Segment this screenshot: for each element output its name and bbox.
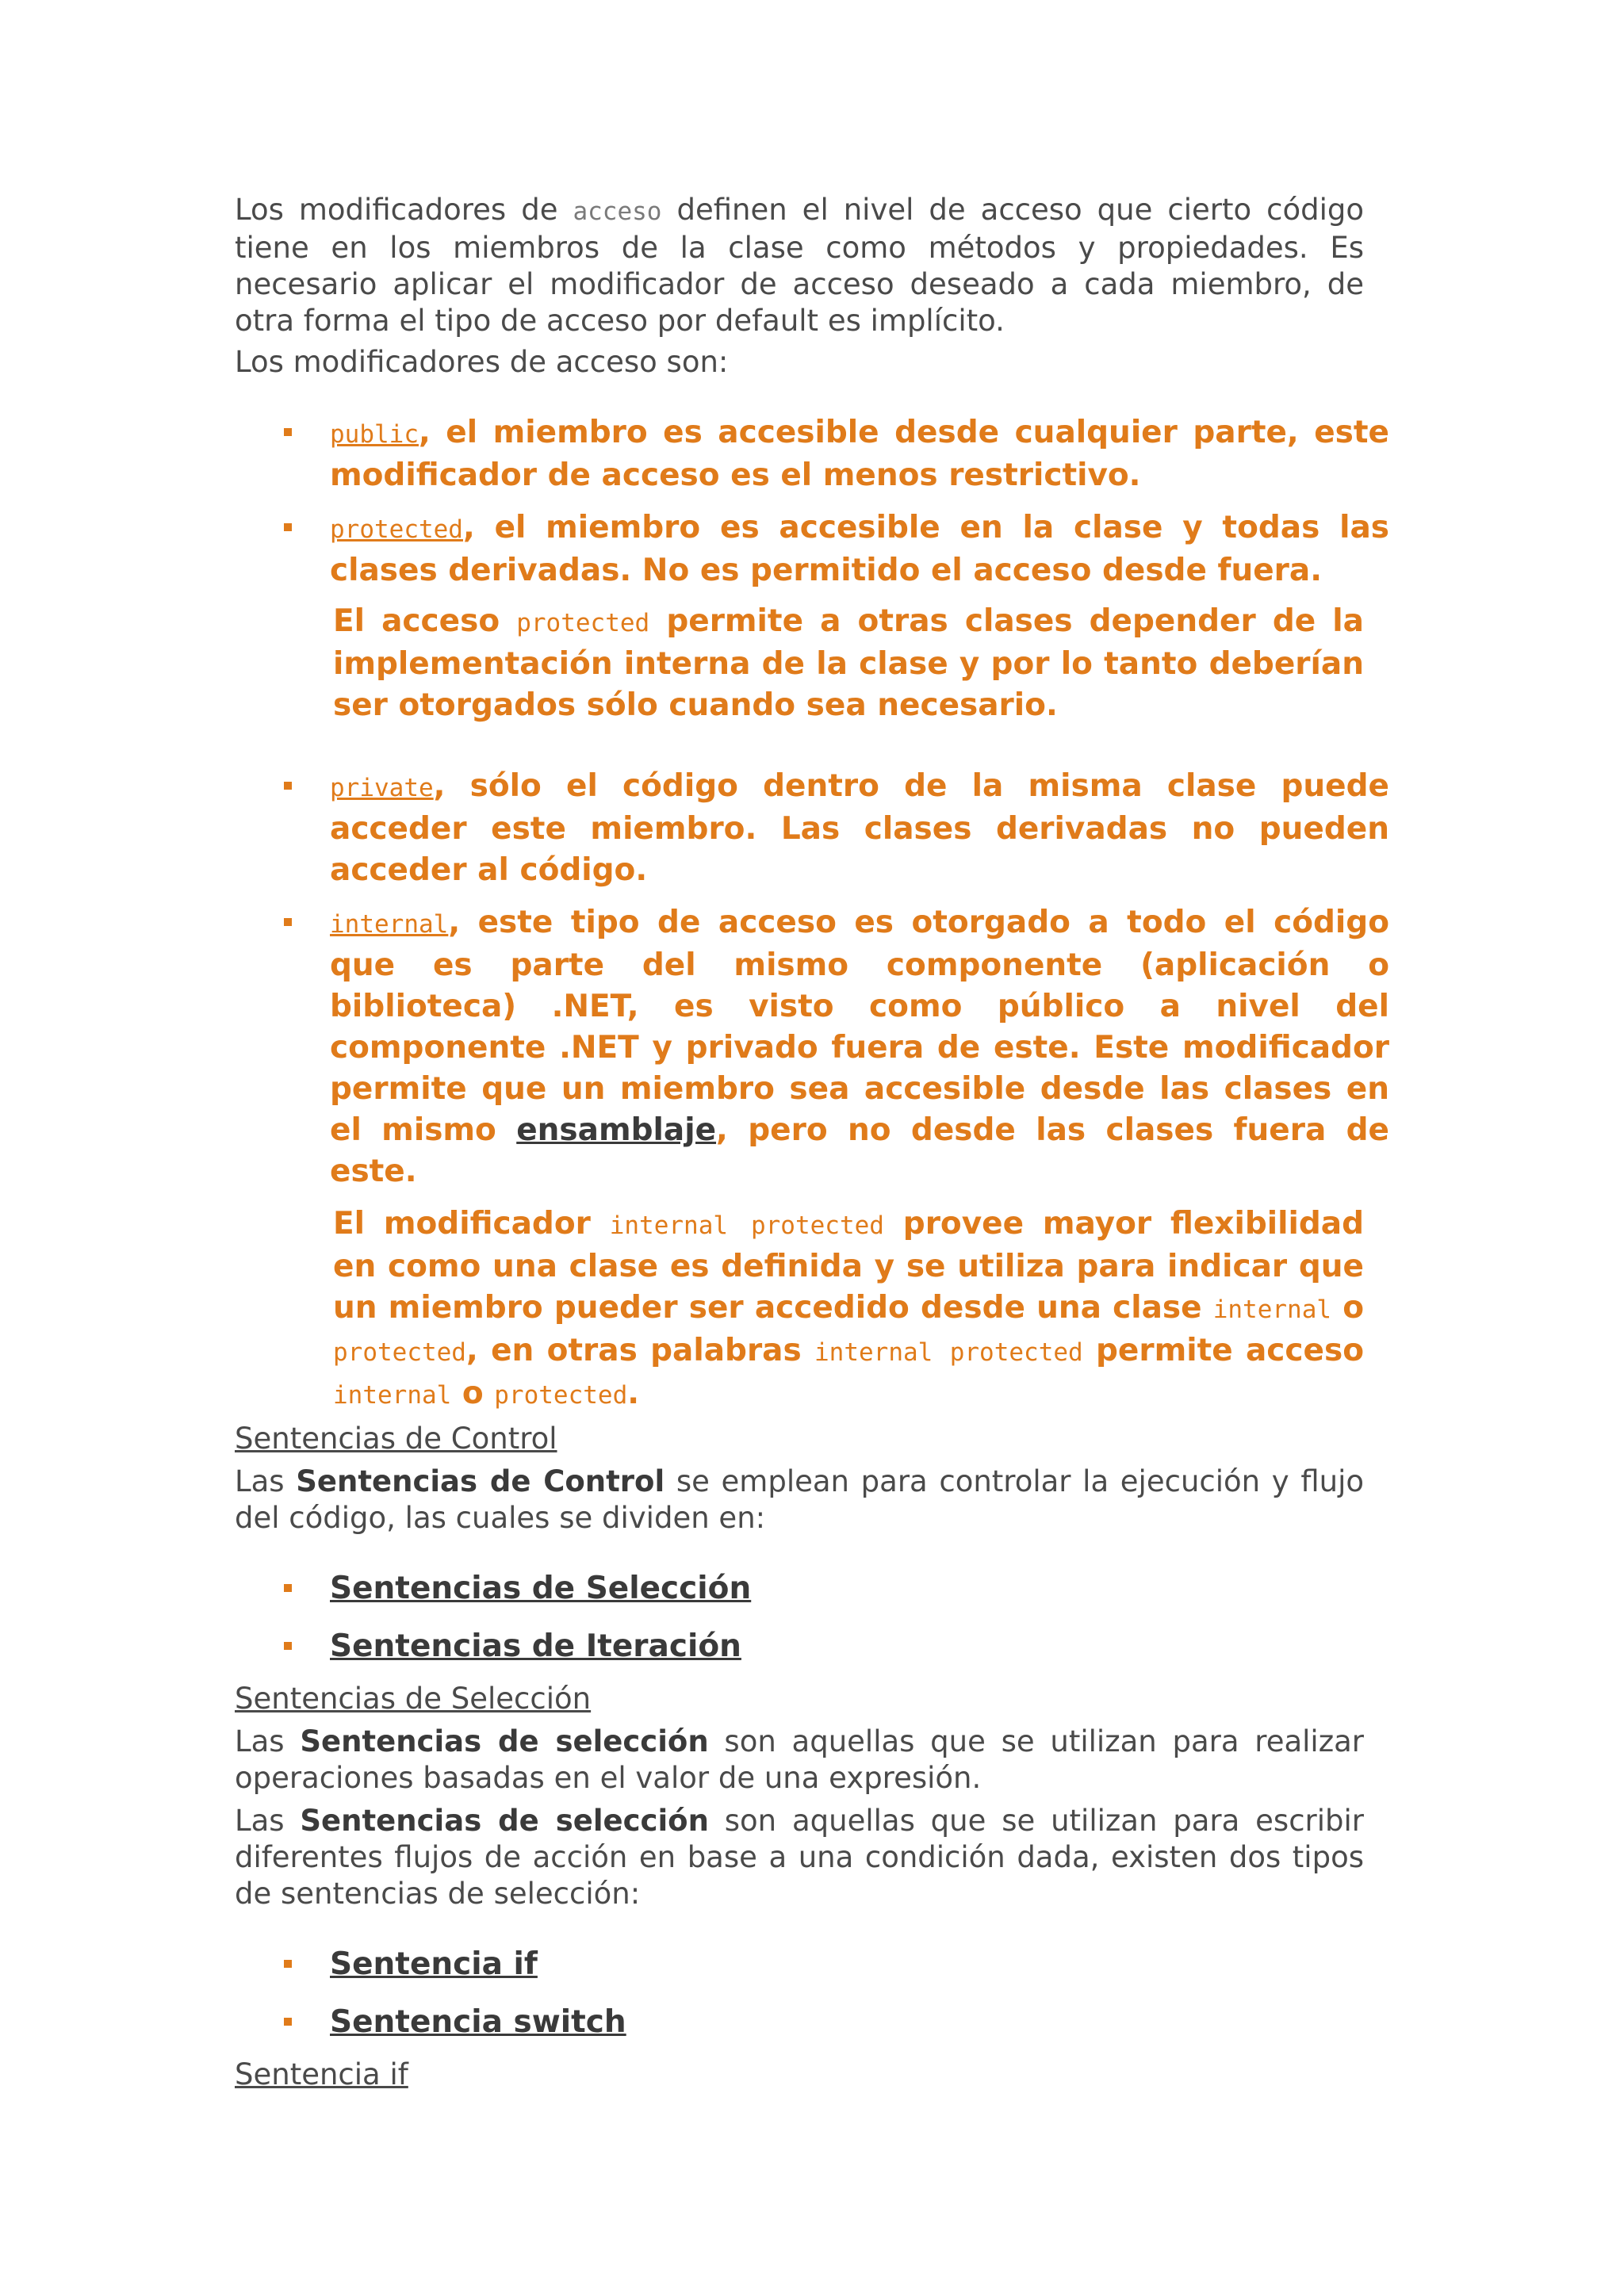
intro-post: definen el nivel de acceso que cierto código tiene en los miembros de la clase como métodos y propiedades. Es necesario aplicar el modificador de acceso deseado a cada miembro, de otra forma el tipo de acceso por default es implícito. xyxy=(235,193,1364,338)
seleccion-p1-pre: Las xyxy=(235,1724,301,1758)
list-item-private xyxy=(235,766,1389,891)
note-code-internal-protected: internal protected xyxy=(609,1211,884,1240)
modifier-internal-tail: , pero no desde las clases fuera de este. xyxy=(330,1112,1390,1189)
seleccion-list xyxy=(235,1944,1364,2049)
keyword-protected-link[interactable]: protected xyxy=(330,515,463,544)
control-list xyxy=(235,1568,1364,1673)
modifier-protected-desc: , el miembro es accesible en la clase y todas las clases derivadas. No es permitido el acceso desde fuera. xyxy=(330,510,1389,588)
note-text-2: provee mayor flexibilidad en como una clase es definida y se utiliza para indicar que un miembro pueder ser accedido desde una clase xyxy=(333,1206,1365,1326)
bullet-icon xyxy=(284,523,292,531)
list-item-public xyxy=(235,412,1389,496)
modifiers-list xyxy=(235,412,1389,591)
keyword-public-link[interactable]: public xyxy=(330,420,419,449)
list-item-seleccion xyxy=(235,1568,1364,1615)
sentencia-switch-link[interactable]: Sentencia switch xyxy=(330,2004,626,2040)
sentencia-if-link[interactable]: Sentencia if xyxy=(330,1946,538,1982)
bullet-icon xyxy=(284,2018,292,2026)
bullet-icon xyxy=(284,918,292,926)
seleccion-p2-pre: Las xyxy=(235,1804,301,1838)
note-text-3: o xyxy=(1331,1290,1364,1326)
intro-code-acceso: acceso xyxy=(573,197,662,226)
seleccion-p2-post: son aquellas que se utilizan para escribir diferentes flujos de acción en base a una condición dada, existen dos tipos de sentencias de selección: xyxy=(235,1804,1365,1911)
modifier-protected-text xyxy=(330,507,1389,591)
note-code-protected-2: protected xyxy=(494,1381,628,1410)
seleccion-paragraph-1 xyxy=(235,1724,1364,1797)
modifier-private-text xyxy=(330,766,1389,891)
note-code-internal-2: internal xyxy=(333,1381,452,1410)
list-item-if xyxy=(235,1944,1364,1991)
note-text-7: . xyxy=(627,1376,640,1411)
note-text-1: El modificador xyxy=(333,1206,610,1242)
bullet-icon xyxy=(284,428,292,436)
note-code-protected: protected xyxy=(333,1338,466,1367)
modifier-internal-text xyxy=(330,902,1389,1192)
protected-note-post: permite a otras clases depender de la implementación interna de la clase y por lo tanto deberían ser otorgados sólo cuando sea necesario. xyxy=(333,603,1364,723)
note-code-internal-protected-2: internal protected xyxy=(814,1338,1083,1367)
modifiers-list-2 xyxy=(235,766,1390,1192)
modifier-public-desc: , el miembro es accesible desde cualquier parte, este modificador de acceso es el menos restrictivo. xyxy=(330,415,1389,493)
control-post: se emplean para controlar la ejecución y flujo del código, las cuales se dividen en: xyxy=(235,1464,1365,1535)
sentencias-de-iteracion-link[interactable]: Sentencias de Iteración xyxy=(330,1628,741,1664)
sentencias-de-seleccion-link[interactable]: Sentencias de Selección xyxy=(330,1571,752,1606)
bullet-icon xyxy=(284,1642,292,1650)
control-pre: Las xyxy=(235,1464,297,1498)
keyword-private-link[interactable]: private xyxy=(330,774,434,802)
control-paragraph xyxy=(235,1464,1364,1536)
heading-sentencias-de-control[interactable]: Sentencias de Control xyxy=(235,1422,557,1456)
note-text-6: o xyxy=(451,1376,495,1411)
protected-note-code: protected xyxy=(516,609,650,637)
document-page xyxy=(235,192,1390,2099)
seleccion-p2-bold: Sentencias de selección xyxy=(300,1804,709,1838)
modifier-public-text xyxy=(330,412,1389,496)
seleccion-p1-post: son aquellas que se utilizan para realizar operaciones basadas en el valor de una expresión. xyxy=(235,1724,1365,1795)
heading-sentencia-if[interactable]: Sentencia if xyxy=(235,2057,408,2091)
keyword-internal-link[interactable]: internal xyxy=(330,910,449,939)
heading-sentencias-de-seleccion[interactable]: Sentencias de Selección xyxy=(235,1682,592,1716)
note-text-4: , en otras palabras xyxy=(465,1333,815,1368)
protected-note xyxy=(333,601,1364,726)
note-text-5: permite acceso xyxy=(1082,1333,1364,1368)
intro-list-lead: Los modificadores de acceso son: xyxy=(235,345,729,379)
list-item-internal xyxy=(235,902,1390,1192)
seleccion-paragraph-2 xyxy=(235,1803,1364,1912)
bullet-icon xyxy=(284,782,292,790)
list-item-iteracion xyxy=(235,1626,1364,1673)
bullet-icon xyxy=(284,1960,292,1968)
seleccion-p1-bold: Sentencias de selección xyxy=(300,1724,709,1758)
internal-protected-note xyxy=(333,1203,1364,1416)
modifier-internal-desc: , este tipo de acceso es otorgado a todo el código que es parte del mismo componente (aplicación o biblioteca) .NET, es visto como público a nivel del componente .NET y privado fuera de este. Este modificador permite que un miembro sea accesible desde las clases en el mismo xyxy=(330,905,1389,1148)
ensamblaje-link[interactable]: ensamblaje xyxy=(516,1112,717,1148)
intro-paragraph xyxy=(235,192,1364,339)
note-code-internal: internal xyxy=(1212,1295,1332,1324)
list-item-switch xyxy=(235,2002,1364,2049)
intro-pre: Los modificadores de xyxy=(235,193,573,227)
modifier-private-desc: , sólo el código dentro de la misma clase puede acceder este miembro. Las clases derivadas no pueden acceder al código. xyxy=(330,768,1389,888)
protected-note-pre: El acceso xyxy=(333,603,517,639)
control-bold: Sentencias de Control xyxy=(296,1464,665,1498)
bullet-icon xyxy=(284,1584,292,1592)
list-item-protected xyxy=(235,507,1389,591)
